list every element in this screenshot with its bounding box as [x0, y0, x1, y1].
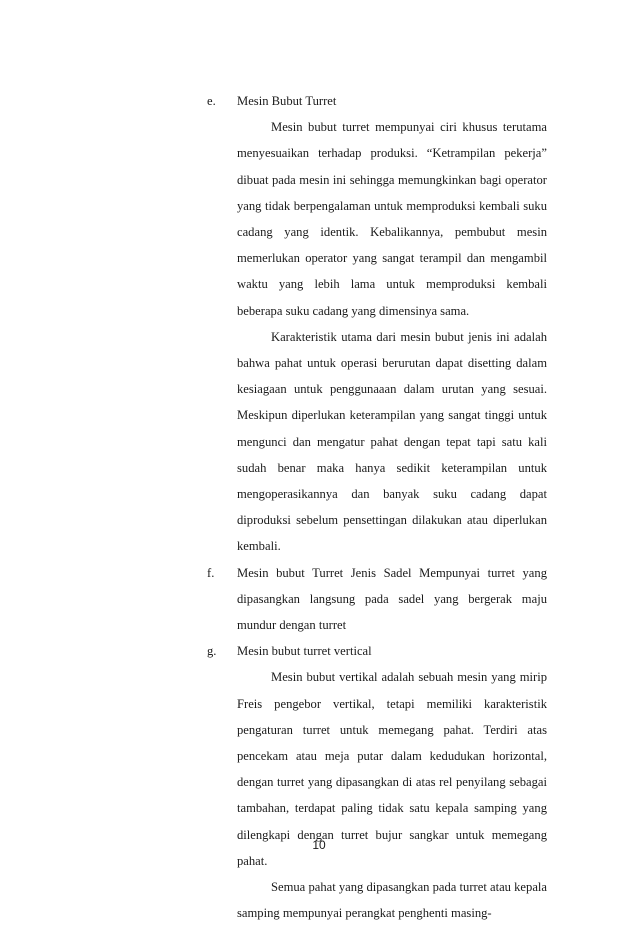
page-number: 10: [312, 838, 326, 852]
item-heading: Mesin bubut turret vertical: [237, 644, 372, 659]
paragraph: Semua pahat yang dipasangkan pada turret atau kepala samping mempunyai perangkat penghenti masing-: [237, 880, 547, 921]
list-item-f: [207, 560, 547, 639]
list-marker: g.: [207, 644, 217, 659]
page-content: [207, 88, 547, 927]
paragraph: Mesin bubut turret mempunyai ciri khusus terutama menyesuaikan terhadap produksi. “Ketrampilan pekerja” dibuat pada mesin ini sehingga memungkinkan bagi operator yang tidak berpengalaman untuk memproduksi kembali suku cadang yang identik. Kebalikannya, pembubut mesin memerlukan operator yang sangat terampil dan mengambil waktu yang lebih lama untuk memproduksi kembali beberapa suku cadang yang dimensinya sama.: [237, 120, 547, 318]
list-marker: f.: [207, 565, 215, 580]
list-item-e: [207, 88, 547, 560]
paragraph: Mesin bubut Turret Jenis Sadel Mempunyai turret yang dipasangkan langsung pada sadel yang bergerak maju mundur dengan turret: [237, 565, 547, 633]
paragraph: Karakteristik utama dari mesin bubut jenis ini adalah bahwa pahat untuk operasi berurutan dapat disetting dalam kesiagaan untuk penggunaaan dalam urutan yang sesuai. Meskipun diperlukan keterampilan yang sangat tinggi untuk mengunci dan mengatur pahat dengan tepat tapi satu kali sudah benar maka hanya sedikit keterampilan untuk mengoperasikannya dan banyak suku cadang dapat diproduksi sebelum pensettingan dilakukan atau diperlukan kembali.: [237, 329, 547, 554]
paragraph: Mesin bubut vertikal adalah sebuah mesin yang mirip Freis pengebor vertikal, tetapi memiliki karakteristik pengaturan turret untuk memegang pahat. Terdiri atas pencekam atau meja putar dalam kedudukan horizontal, dengan turret yang dipasangkan di atas rel penyilang sebagai tambahan, terdapat paling tidak satu kepala samping yang dilengkapi dengan turret bujur sangkar untuk memegang pahat.: [237, 670, 547, 868]
list-marker: e.: [207, 94, 216, 108]
item-heading: Mesin Bubut Turret: [237, 94, 337, 108]
list-item-g: [207, 638, 547, 926]
